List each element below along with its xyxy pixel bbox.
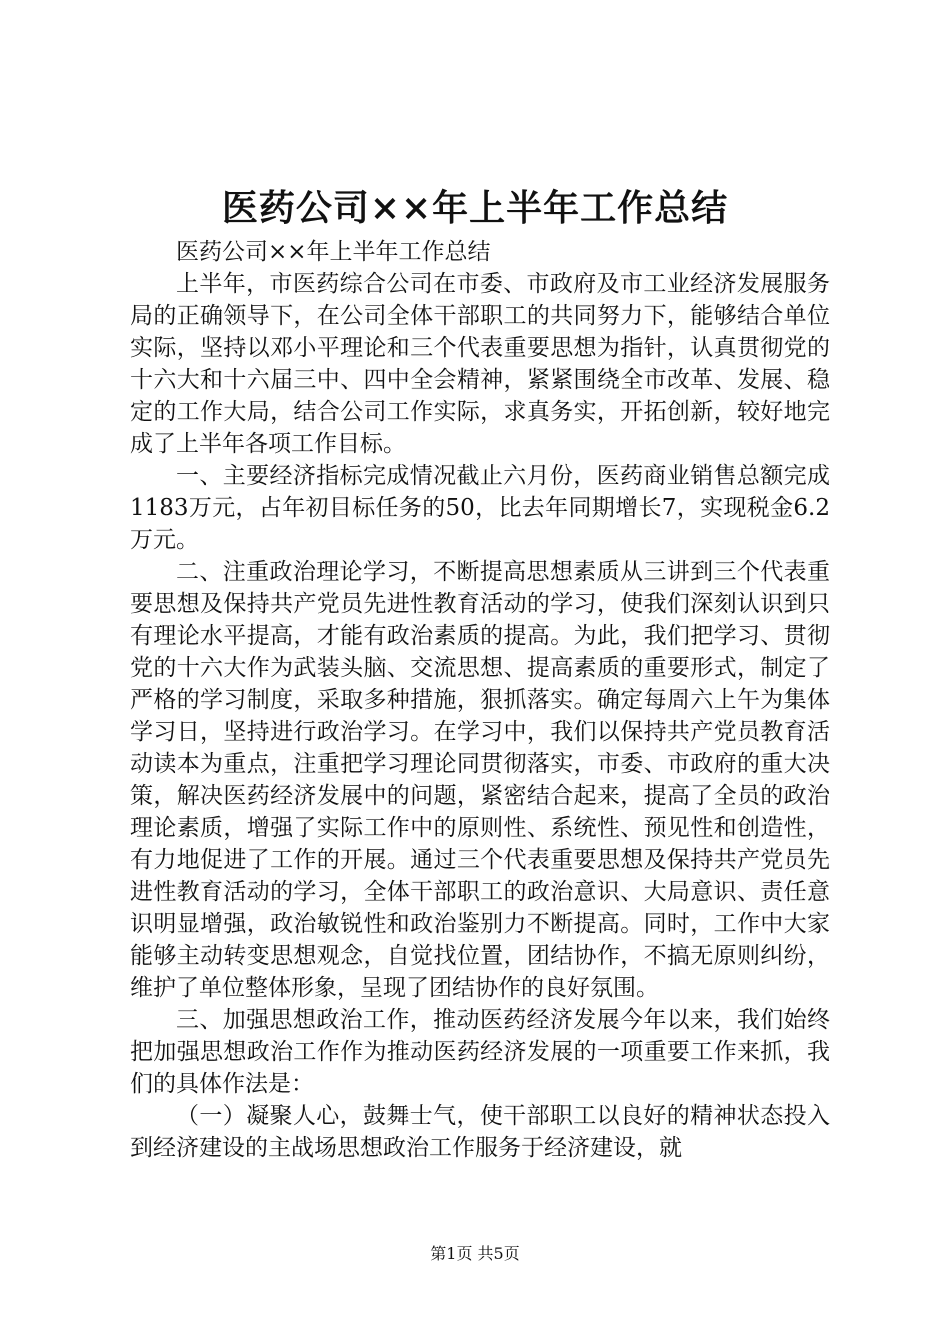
page-number-label: 第1页 共5页 xyxy=(430,1244,520,1263)
paragraph-intro: 上半年，市医药综合公司在市委、市政府及市工业经济发展服务局的正确领导下，在公司全体干部职工的共同努力下，能够结合单位实际，坚持以邓小平理论和三个代表重要思想为指针，认真贯彻党的十六大和十六届三中、四中全会精神，紧紧围绕全市改革、发展、稳定的工作大局，结合公司工作实际，求真务实，开拓创新，较好地完成了上半年各项工作目标。 xyxy=(130,271,830,457)
paragraph-subtitle: 医药公司××年上半年工作总结 xyxy=(176,239,491,265)
paragraph-section-1: 一、主要经济指标完成情况截止六月份，医药商业销售总额完成1183万元，占年初目标任务的50，比去年同期增长7，实现税金6.2万元。 xyxy=(130,463,830,553)
paragraph-section-2: 二、注重政治理论学习，不断提高思想素质从三讲到三个代表重要思想及保持共产党员先进性教育活动的学习，使我们深刻认识到只有理论水平提高，才能有政治素质的提高。为此，我们把学习、贯彻党的十六大作为武装头脑、交流思想、提高素质的重要形式，制定了严格的学习制度，采取多种措施，狠抓落实。确定每周六上午为集体学习日，坚持进行政治学习。在学习中，我们以保持共产党员教育活动读本为重点，注重把学习理论同贯彻落实，市委、市政府的重大决策，解决医药经济发展中的问题，紧密结合起来，提高了全员的政治理论素质，增强了实际工作中的原则性、系统性、预见性和创造性，有力地促进了工作的开展。通过三个代表重要思想及保持共产党员先进性教育活动的学习，全体干部职工的政治意识、大局意识、责任意识明显增强，政治敏锐性和政治鉴别力不断提高。同时，工作中大家能够主动转变思想观念，自觉找位置，团结协作，不搞无原则纠纷，维护了单位整体形象，呈现了团结协作的良好氛围。 xyxy=(130,559,830,1001)
paragraph-section-3-item-1: （一）凝聚人心，鼓舞士气，使干部职工以良好的精神状态投入到经济建设的主战场思想政治工作服务于经济建设，就 xyxy=(130,1103,830,1161)
page-footer xyxy=(0,1243,950,1265)
paragraph-section-3: 三、加强思想政治工作，推动医药经济发展今年以来，我们始终把加强思想政治工作作为推动医药经济发展的一项重要工作来抓，我们的具体作法是： xyxy=(130,1007,830,1097)
document-body xyxy=(130,236,830,1164)
document-title: 医药公司××年上半年工作总结 xyxy=(221,187,729,229)
